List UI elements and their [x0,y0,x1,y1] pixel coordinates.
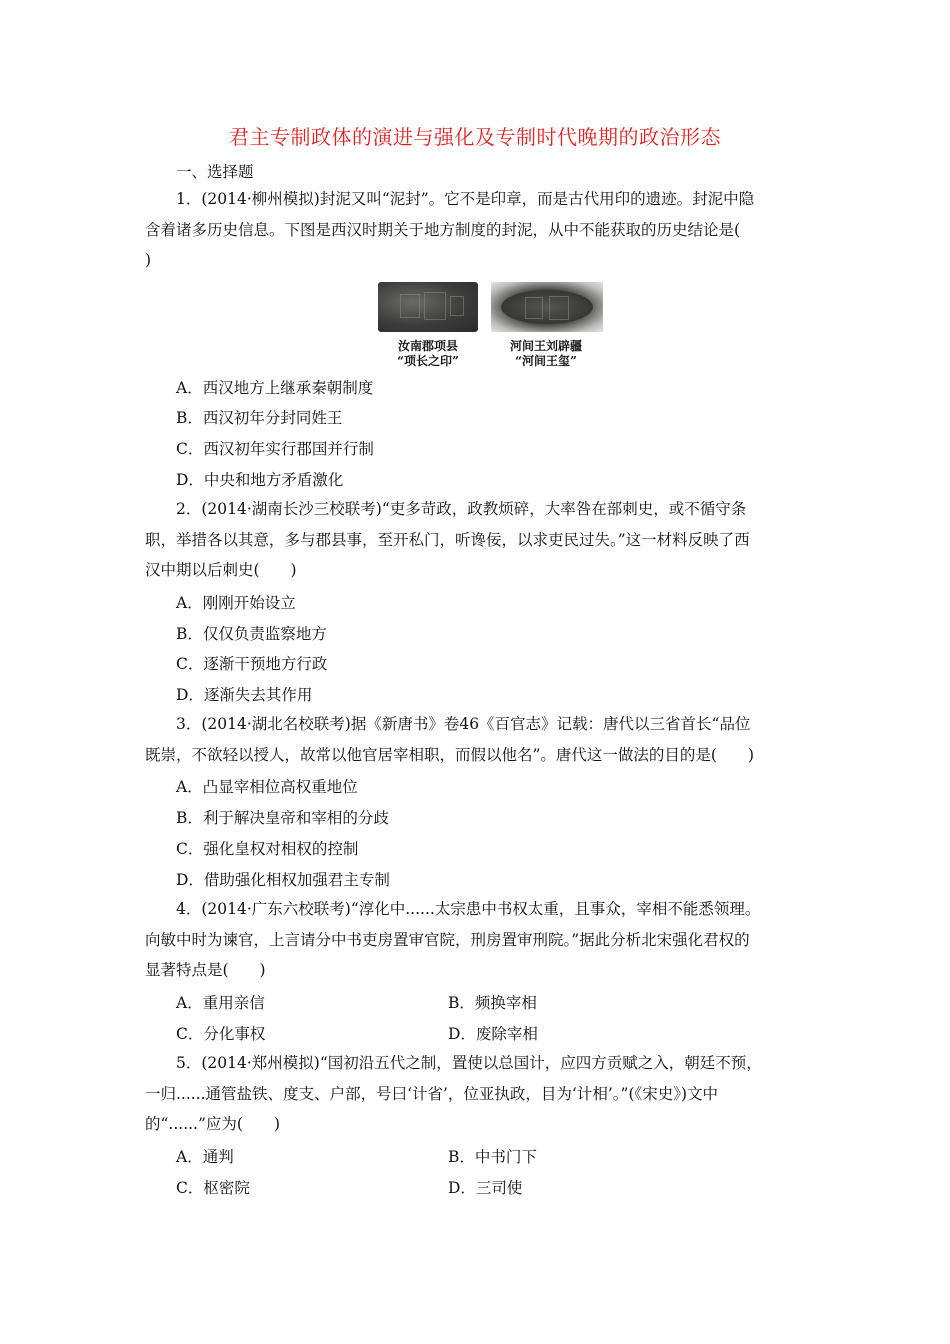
question-text-line: 含着诸多历史信息。下图是西汉时期关于地方制度的封泥，从中不能获取的历史结论是( [145,220,741,239]
option-a[interactable]: A．通判 [176,1148,234,1166]
caption-line: 河间王刘辟疆 [509,339,582,353]
option-b[interactable]: B．频换宰相 [448,994,537,1012]
option-d[interactable]: D．借助强化相权加强君主专制 [176,871,390,889]
question-text-line: 的“......”应为( ) [145,1115,281,1133]
question-text-line: 1．(2014·柳州模拟)封泥又叫“泥封”。它不是印章，而是古代用印的遗迹。封泥中隐 [176,190,755,208]
question-1 [145,184,810,276]
question-4 [145,894,810,986]
caption-line: “项长之印” [397,354,459,368]
option-a[interactable]: A．重用亲信 [176,994,265,1012]
question-text-line: 汉中期以后刺史( ) [145,561,297,579]
question-text-line: 既崇，不欲轻以授人，故常以他官居宰相职，而假以他名”。唐代这一做法的目的是( ) [145,745,755,764]
option-b[interactable]: B．中书门下 [448,1148,537,1166]
question-text-line: 职，举措各以其意，多与郡县事，至开私门，听谗佞，以求吏民过失。”这一材料反映了西 [145,530,750,549]
option-c[interactable]: C．西汉初年实行郡国并行制 [176,440,374,458]
option-b[interactable]: B．仅仅负责监察地方 [176,625,327,643]
option-b[interactable]: B．利于解决皇帝和宰相的分歧 [176,809,389,827]
question-5 [145,1048,810,1140]
document-title: 君主专制政体的演进与强化及专制时代晚期的政治形态 [229,125,721,149]
question-text-line: 一归......通管盐铁、度支、户部，号曰‘计省’，位亚执政，目为‘计相’。”(《宋史》)文中 [145,1084,719,1103]
question-3 [145,709,810,770]
option-a[interactable]: A．刚刚开始设立 [176,594,296,612]
question-text-line: 4．(2014·广东六校联考)“淳化中......太宗患中书权太重，且事众，宰相不能悉领理。 [176,900,761,918]
option-d[interactable]: D．逐渐失去其作用 [176,686,313,704]
caption-line: 汝南郡项县 [397,339,458,353]
clay-seal-photo [491,282,603,332]
option-c[interactable]: C．强化皇权对相权的控制 [176,840,359,858]
caption-line: “河间王玺” [515,354,577,368]
question-text-line: 向敏中时为谏官，上言请分中书吏房置审官院，刑房置审刑院。”据此分析北宋强化君权的 [145,930,750,949]
seal-image-left [378,282,478,332]
question-text-line: 显著特点是( ) [145,961,266,979]
section-heading: 一、选择题 [176,163,254,181]
option-c[interactable]: C．逐渐干预地方行政 [176,655,328,673]
option-a[interactable]: A．凸显宰相位高权重地位 [176,778,358,796]
seal-image-right [491,282,603,332]
option-d[interactable]: D．废除宰相 [448,1025,538,1043]
figure-caption-right [481,339,611,369]
question-text-line: 3．(2014·湖北名校联考)据《新唐书》卷46《百官志》记载：唐代以三省首长“品位 [176,715,751,733]
option-d[interactable]: D．中央和地方矛盾激化 [176,471,344,489]
option-d[interactable]: D．三司使 [448,1179,523,1197]
question-text-line: 2．(2014·湖南长沙三校联考)“吏多苛政，政教烦碎，大率咎在部刺史，或不循守条 [176,500,747,518]
question-text-line: 5．(2014·郑州模拟)“国初沿五代之制，置使以总国计，应四方贡赋之入，朝廷不预， [176,1054,762,1072]
figure-caption-left [363,339,493,369]
option-c[interactable]: C．分化事权 [176,1025,266,1043]
question-text-line: ) [145,251,152,269]
option-c[interactable]: C．枢密院 [176,1179,250,1197]
clay-seal-photo [378,282,478,332]
option-a[interactable]: A．西汉地方上继承秦朝制度 [176,379,374,397]
option-b[interactable]: B．西汉初年分封同姓王 [176,409,343,427]
question-2 [145,494,810,586]
